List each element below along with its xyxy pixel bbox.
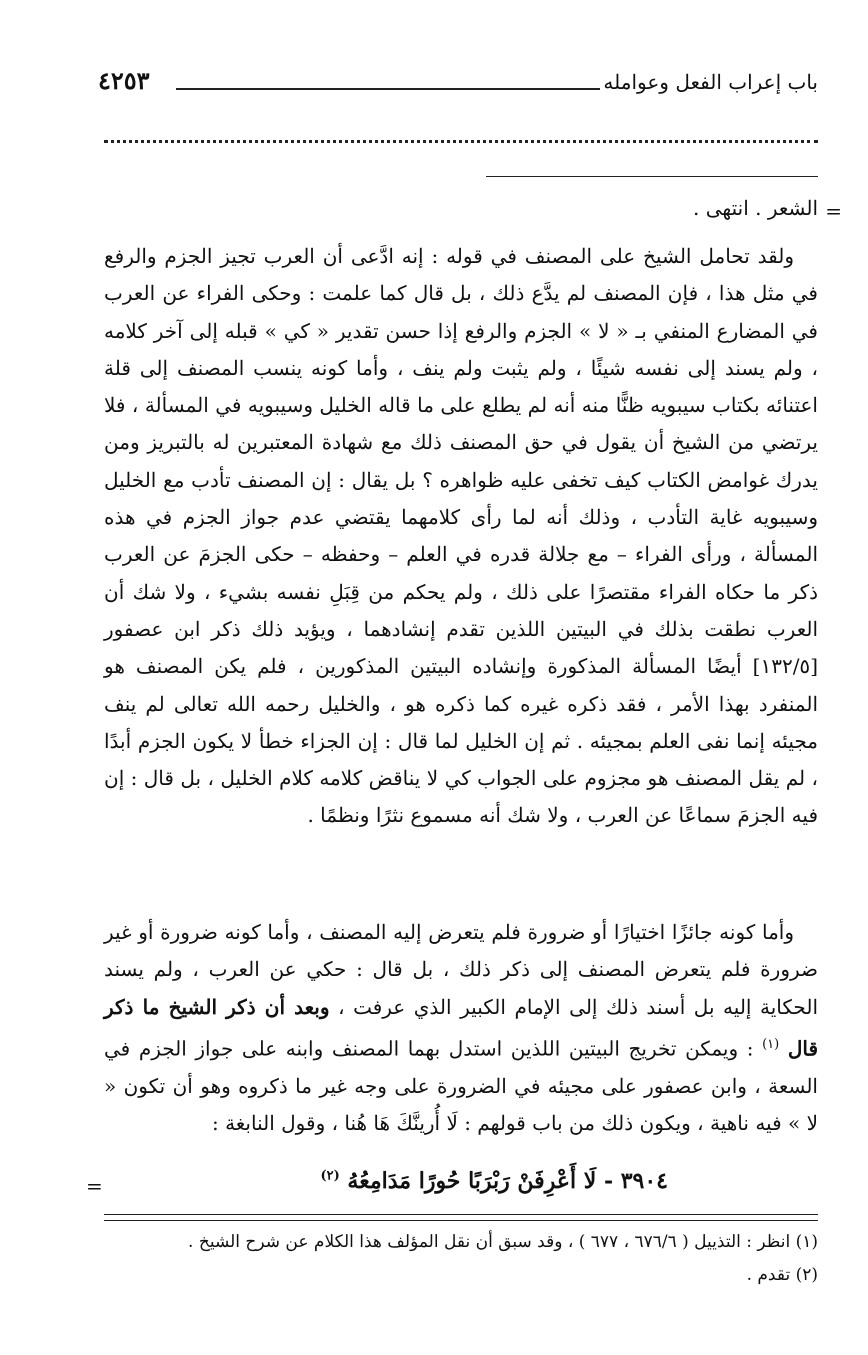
running-header-title: باب إعراب الفعل وعوامله <box>603 70 818 94</box>
paragraph-2-text-after: : ويمكن تخريج البيتين اللذين استدل بهما المصنف وابنه على جواز الجزم في السعة ، وابن عصفور على مجيئه في الضرورة على وجه غير ما ذكروه وهو أن تكون « لا » فيه ناهية ، ويكون ذلك من باب قولهم : لَا أُرينَّكَ هَا هُنا ، وقول النابغة : <box>104 1036 818 1136</box>
page-number: ٤٢٥٣ <box>98 66 150 95</box>
footnote-ref-2[interactable]: (٢) <box>320 1168 340 1184</box>
footnote-continuation-rule <box>486 176 818 177</box>
footnote-rule-top <box>104 1214 818 1215</box>
verse-text: ٣٩٠٤ - لَا أَعْرِفَنْ رَبْرَبًا حُورًا مَدَامِعُهُ <box>347 1168 668 1194</box>
footnote-2: (٢) تقدم . <box>746 1265 818 1285</box>
dotted-separator <box>104 140 818 143</box>
body-paragraph-2 <box>104 914 818 1142</box>
verse-row <box>86 1168 818 1208</box>
footnote-1: (١) انظر : التذييل ( ٦٧٦/٦ ، ٦٧٧ ) ، وقد سبق أن نقل المؤلف هذا الكلام عن شرح الشيخ . <box>188 1232 818 1252</box>
verse-continuation-mark: = <box>86 1174 103 1198</box>
body-paragraph-1: ولقد تحامل الشيخ على المصنف في قوله : إنه ادَّعى أن العرب تجيز الجزم والرفع في مثل هذا ، فإن المصنف لم يدَّع ذلك ، بل قال كما علمت : وحكى الفراء عن العرب في المضارع المنفي بـ « لا » الجزم والرفع إذا حسن تقدير « كي » قبله إلى آخر كلامه ، ولم يسند إلى نفسه شيئًا ، ولم يثبت ولم ينف ، وأما كونه ينسب المصنف إلى قلة اعتنائه بكتاب سيبويه ظنًّا منه أنه لم يطلع على ما قاله الخليل وسيبويه في المسألة ، فلا يرتضي من الشيخ أن يقول في حق المصنف ذلك مع شهادة المعتبرين له بالتبريز ومن يدرك غوامض الكتاب كيف تخفى عليه ظواهره ؟ بل يقال : إن المصنف تأدب مع الخليل وسيبويه غاية التأدب ، وذلك أنه لما رأى كلامهما يقتضي عدم جواز الجزم في هذه المسألة ، ورأى الفراء – مع جلالة قدره في العلم – وحفظه – حكى الجزمَ عن العرب ذكر ما حكاه الفراء مقتصرًا على ذلك ، ولم يحكم من قِبَلِ نفسه بشيء ، ولا شك أن العرب نطقت بذلك في البيتين اللذين تقدم إنشادهما ، ويؤيد ذلك ذكر ابن عصفور [١٣٢/٥] أيضًا المسألة المذكورة وإنشاده البيتين المذكورين ، فلم يكن المصنف هو المنفرد بهذا الأمر ، فقد ذكره غيره كما ذكره هو ، والخليل رحمه الله تعالى لم ينف مجيئه إنما نفى العلم بمجيئه . ثم إن الخليل لما قال : إن الجزاء خطأ لا يكون الجزم أبدًا ، لم يقل المصنف هو مجزوم على الجواب كي لا يناقض كلامه كلام الخليل ، بل قال : إن فيه الجزمَ سماعًا عن العرب ، ولا شك أنه مسموع نثرًا ونظمًا . <box>104 244 818 828</box>
paragraph-2-text-before: وأما كونه جائزًا اختيارًا أو ضرورة فلم يتعرض إليه المصنف ، وأما كونه ضرورة أو غير ضرورة فلم يتعرض المصنف إلى ذكر ذلك ، بل قال : حكي عن العرب ، ولم يسند الحكاية إليه بل أسند ذلك إلى الإمام الكبير الذي عرفت ، <box>104 920 818 1019</box>
footnote-ref-1[interactable]: (١) <box>762 1036 780 1052</box>
paragraph-2-bold-phrase: وبعد أن ذكر الشيخ ما ذكر قال <box>104 994 818 1061</box>
verse-line <box>320 1168 668 1194</box>
header-rule <box>176 88 600 90</box>
continuation-text: الشعر . انتهى . <box>692 196 818 220</box>
footnote-rule-bottom <box>104 1220 818 1221</box>
continuation-mark: = <box>825 199 842 223</box>
